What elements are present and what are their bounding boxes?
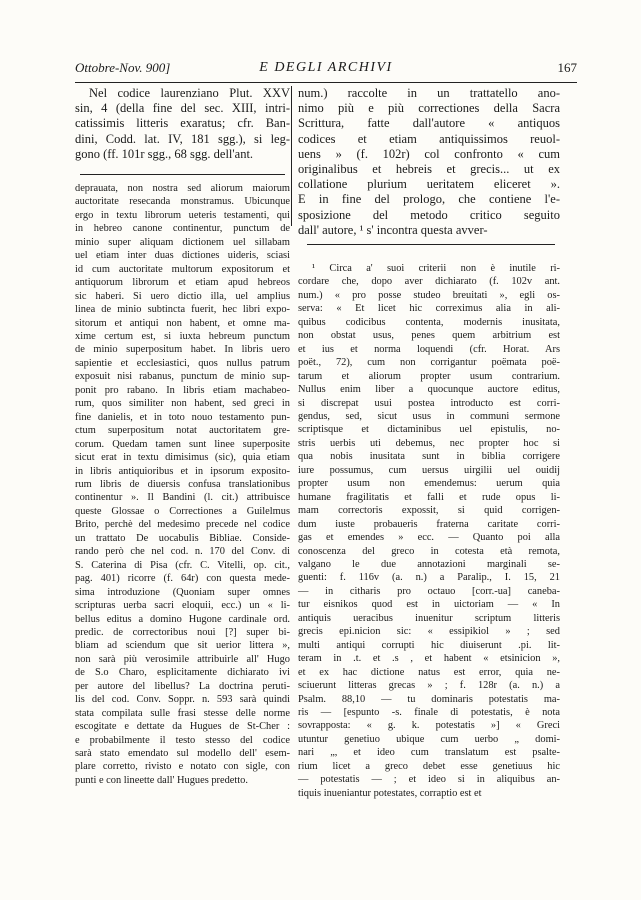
text-line: num.) raccolte in un trattatello ano- bbox=[298, 86, 560, 100]
text-line: Brito, perchè del medesimo precede nel codice bbox=[75, 519, 290, 531]
left-top-paragraph bbox=[75, 86, 290, 162]
text-line: Nullus enim liber a quocunque auctore editus, bbox=[298, 384, 560, 396]
text-line: quibus codicibus contenta, modernis inusitata, bbox=[298, 316, 560, 328]
text-line: uens » (f. 102r) col confronto « cum bbox=[298, 146, 560, 161]
text-line: rium licet a greco debet esse genetiuus hic bbox=[298, 760, 560, 772]
text-line: ctum superpositum notat auctoritatem gre- bbox=[75, 425, 290, 437]
text-line: Psalm. 88,10 — tu dominaris potestatis ma- bbox=[298, 693, 560, 705]
text-line: punti e con lineette dall' Hugues predetto. bbox=[75, 774, 248, 786]
text-line: sovrapposta: « g. k. potestatis »] « Greci bbox=[298, 720, 560, 732]
text-line: gendus, sed, sicut usus in communi sermone bbox=[298, 410, 560, 422]
header-issue-date: Ottobre-Nov. 900] bbox=[75, 60, 171, 75]
text-line: rum, quos similiter non habent, sed greci in bbox=[75, 398, 290, 410]
text-line: humane fragilitatis et falli et rude opus li- bbox=[298, 491, 560, 503]
text-line: bellus editus a domino Hugone cardinale ord. bbox=[75, 613, 290, 625]
text-line: et ius et norma loquendi (cfr. Horat. Ars bbox=[298, 343, 560, 355]
text-line: plare corretto, rivisto e notato con sigle, con bbox=[75, 761, 290, 773]
text-line: stata compilata sulle frasi stesse delle norme bbox=[75, 707, 290, 719]
text-line: si discrepat usui postea introducto est corri- bbox=[298, 397, 560, 409]
text-line: sicut erat in textu dimisimus (sic), quia etiam bbox=[75, 452, 290, 464]
text-line: linea de minio subtincta fuerit, hec libri expo- bbox=[75, 304, 290, 316]
text-line: exposuit nisi rabanus, punctum de minio sup- bbox=[75, 371, 290, 383]
text-line: de minio superpositum habet. In libris uero bbox=[75, 344, 290, 356]
text-line: tur eisnikos quod est in uictoriam — « In bbox=[298, 599, 560, 611]
text-line: sin, 4 (della fine del sec. XIII, intri- bbox=[75, 101, 290, 116]
text-line: ¹ Circa a' suoi criterii non è inutile ri- bbox=[312, 263, 560, 274]
text-line: tarum et aliorum propter usum contrarium. bbox=[298, 370, 560, 382]
text-line: uel etiam inter duas dictiones uideris, sciasi bbox=[75, 250, 290, 262]
text-line: — in citharis pro octauo [corr.-ua] caneba- bbox=[298, 585, 560, 597]
text-line: rando però che nel cod. n. 170 del Conv. di bbox=[75, 546, 290, 558]
text-line: un trattato De uocabulis Bibliae. Conside- bbox=[75, 532, 290, 544]
page-number: 167 bbox=[557, 60, 577, 75]
header-rule bbox=[75, 82, 577, 83]
text-line: deprauata, non nostra sed aliorum maiorum bbox=[75, 183, 290, 194]
text-line: Nel codice laurenziano Plut. XXV bbox=[89, 86, 290, 100]
text-line: non obstat usus, penes quem arbitrium est bbox=[298, 330, 560, 342]
text-line: serva: « Et licet hic correximus alia in ali- bbox=[298, 303, 560, 315]
running-header bbox=[75, 60, 577, 80]
text-line: dum iuste probaueris fraterna caritate corri- bbox=[298, 518, 560, 530]
text-line: teram in .t. et .s , et habent « etsinicion », bbox=[298, 653, 560, 665]
text-line: pag. 401) ricorre (f. 64r) con questa mede- bbox=[75, 573, 290, 585]
footnote-1 bbox=[298, 262, 560, 800]
text-line: ponit pro rabano. In libris etiam machabeo- bbox=[75, 384, 290, 396]
text-line: nari „, et ideo cum translatum est psalte- bbox=[298, 747, 560, 759]
right-top-paragraph bbox=[298, 86, 560, 238]
left-column-separator bbox=[80, 174, 285, 175]
text-line: cordare che, dopo aver dichiarato (f. 102v ant. bbox=[298, 276, 560, 288]
text-line: sic haberi. Si uero dictio illa, uel amplius bbox=[75, 290, 290, 302]
text-line: iure possumus, cum uersus uirgilii uel ouidij bbox=[298, 464, 560, 476]
text-line: sima introduzione (Quoniam super omnes bbox=[75, 586, 290, 598]
text-line: poët., 72), cum non corrigantur poëmata poë- bbox=[298, 357, 560, 369]
text-line: ergo in textu librorum ueteris testamenti, qui bbox=[75, 209, 290, 221]
text-line: per autore del libellus? La doctrina peruti- bbox=[75, 680, 290, 692]
text-line: utuntur genetiuo ubique cum uerbo „ domi- bbox=[298, 733, 560, 745]
text-line: scriptisque et dictaminibus uel epistulis, no- bbox=[298, 424, 560, 436]
text-line: gono (ff. 101r sgg., 68 sgg. dell'ant. bbox=[75, 146, 254, 161]
text-line: id cum auctoritate multorum expositorum et bbox=[75, 263, 290, 275]
header-journal-title: E DEGLI ARCHIVI bbox=[259, 60, 393, 75]
left-continuation-text bbox=[75, 182, 290, 787]
text-line: codices et etiam antiquissimos reuol- bbox=[298, 131, 560, 146]
text-line: xime certum est, si iuxta hebreum punctum bbox=[75, 330, 290, 342]
text-line: queste Glossae o Correctiones a Guilelmus bbox=[75, 505, 290, 517]
text-line: stris uerbis uti debemus, nec propter hoc si bbox=[298, 437, 560, 449]
text-line: grecis epi.nicion sic: « essipikiol » ; sed bbox=[298, 626, 560, 638]
text-line: continentur ». Il Bandini (l. cit.) attribuisce bbox=[75, 492, 290, 504]
text-line: antiquis ueracibus inuenitur scriptum litteris bbox=[298, 612, 560, 624]
text-line: propter usum non emendemus: uerum quia bbox=[298, 478, 560, 490]
text-line: auctoritate resecanda monstramus. Ubicunque bbox=[75, 196, 290, 208]
text-line: e probabilmente il testo stesso del codice bbox=[75, 734, 290, 746]
text-line: bliam ad sciendum que sit uerior littera », bbox=[75, 640, 290, 652]
text-line: tiquis inueniantur potestates, corraptio est et bbox=[298, 787, 482, 799]
text-line: in hebreo canone continentur, punctum de bbox=[75, 223, 290, 235]
right-column-separator bbox=[307, 244, 555, 245]
text-line: sarà stato emendato sul modello dell' esem- bbox=[75, 748, 290, 760]
text-line: num.) « pro posse studeo breuitati », egli os- bbox=[298, 289, 560, 301]
text-line: corum. Quedam tamen sunt linee superposite bbox=[75, 438, 290, 450]
text-line: sitorum et antiqui non habent, et omne ma- bbox=[75, 317, 290, 329]
text-line: rum libris de diuersis confusa translationibus bbox=[75, 478, 290, 490]
text-line: escogitate e dettate da Hugues de St-Cher : bbox=[75, 721, 290, 733]
text-line: conoscenza del greco in cotesta età remota, bbox=[298, 545, 560, 557]
text-line: in libris antiquioribus et in ipsorum exposito- bbox=[75, 465, 290, 477]
text-line: E in fine del prologo, che contiene l'e- bbox=[298, 192, 560, 207]
text-line: non sarà più verosimile attribuirle all' Hugo bbox=[75, 653, 290, 665]
text-line: et ex hac dictione natus est error, quia ne- bbox=[298, 666, 560, 678]
text-line: qua nobis inusitata sunt in biblia corrigere bbox=[298, 451, 560, 463]
text-line: scripturas uerba sacri eloquii, ecc.) un « li- bbox=[75, 600, 290, 612]
text-line: collatione plurium ueritatem eliceret ». bbox=[298, 177, 560, 192]
text-line: catissimis litteris exaratus; cfr. Ban- bbox=[75, 116, 290, 131]
text-line: S. Caterina di Pisa (cfr. C. Vitelli, op. cit., bbox=[75, 559, 290, 571]
text-line: — potestatis — ; et ideo si in aliquibus an- bbox=[298, 774, 560, 786]
text-line: minio super aliquam dictionem uel sillabam bbox=[75, 236, 290, 248]
text-line: fine danielis, et in toto nouo testamento pun- bbox=[75, 411, 290, 423]
text-line: sposizione del metodo critico seguito bbox=[298, 207, 560, 222]
text-line: Scrittura, fatte dall'autore « antiquos bbox=[298, 116, 560, 131]
text-line: originalibus et hebreis et grecis... ut ex bbox=[298, 162, 560, 177]
column-divider bbox=[291, 86, 292, 226]
text-line: sapientie et ecclesiastici, quos nullus patrum bbox=[75, 357, 290, 369]
text-line: sciuerunt litteras grecas » ; f. 128r (a. n.) a bbox=[298, 680, 560, 692]
text-line: dini, Codd. lat. IV, 181 sgg.), si leg- bbox=[75, 131, 290, 146]
text-line: guenti: f. 116v (a. n.) a Paralip., I. 15, 21 bbox=[298, 572, 560, 584]
text-line: valgano le due annotazioni marginali se- bbox=[298, 558, 560, 570]
text-line: lis del cod. Conv. Soppr. n. 593 sarà quindi bbox=[75, 694, 290, 706]
text-line: gas et emendes » ecc. — Quanto poi alla bbox=[298, 532, 560, 544]
text-line: antiquorum librorum et etiam apud hebreos bbox=[75, 277, 290, 289]
text-line: ris — [espunto -s. finale di potestatis, è nota bbox=[298, 706, 560, 718]
text-line: de S.o Charo, esplicitamente dichiarato ivi bbox=[75, 667, 290, 679]
text-line: predic. de correctoribus noui [?] super bi- bbox=[75, 626, 290, 638]
text-line: multi antiqui corrupti hic diuiserunt .pi. lit- bbox=[298, 639, 560, 651]
text-line: nimo più e più correctiones della Sacra bbox=[298, 101, 560, 116]
text-line: dall' autore, ¹ s' incontra questa avver- bbox=[298, 222, 488, 237]
text-line: mam correctoris expossit, si quid corrigen- bbox=[298, 505, 560, 517]
